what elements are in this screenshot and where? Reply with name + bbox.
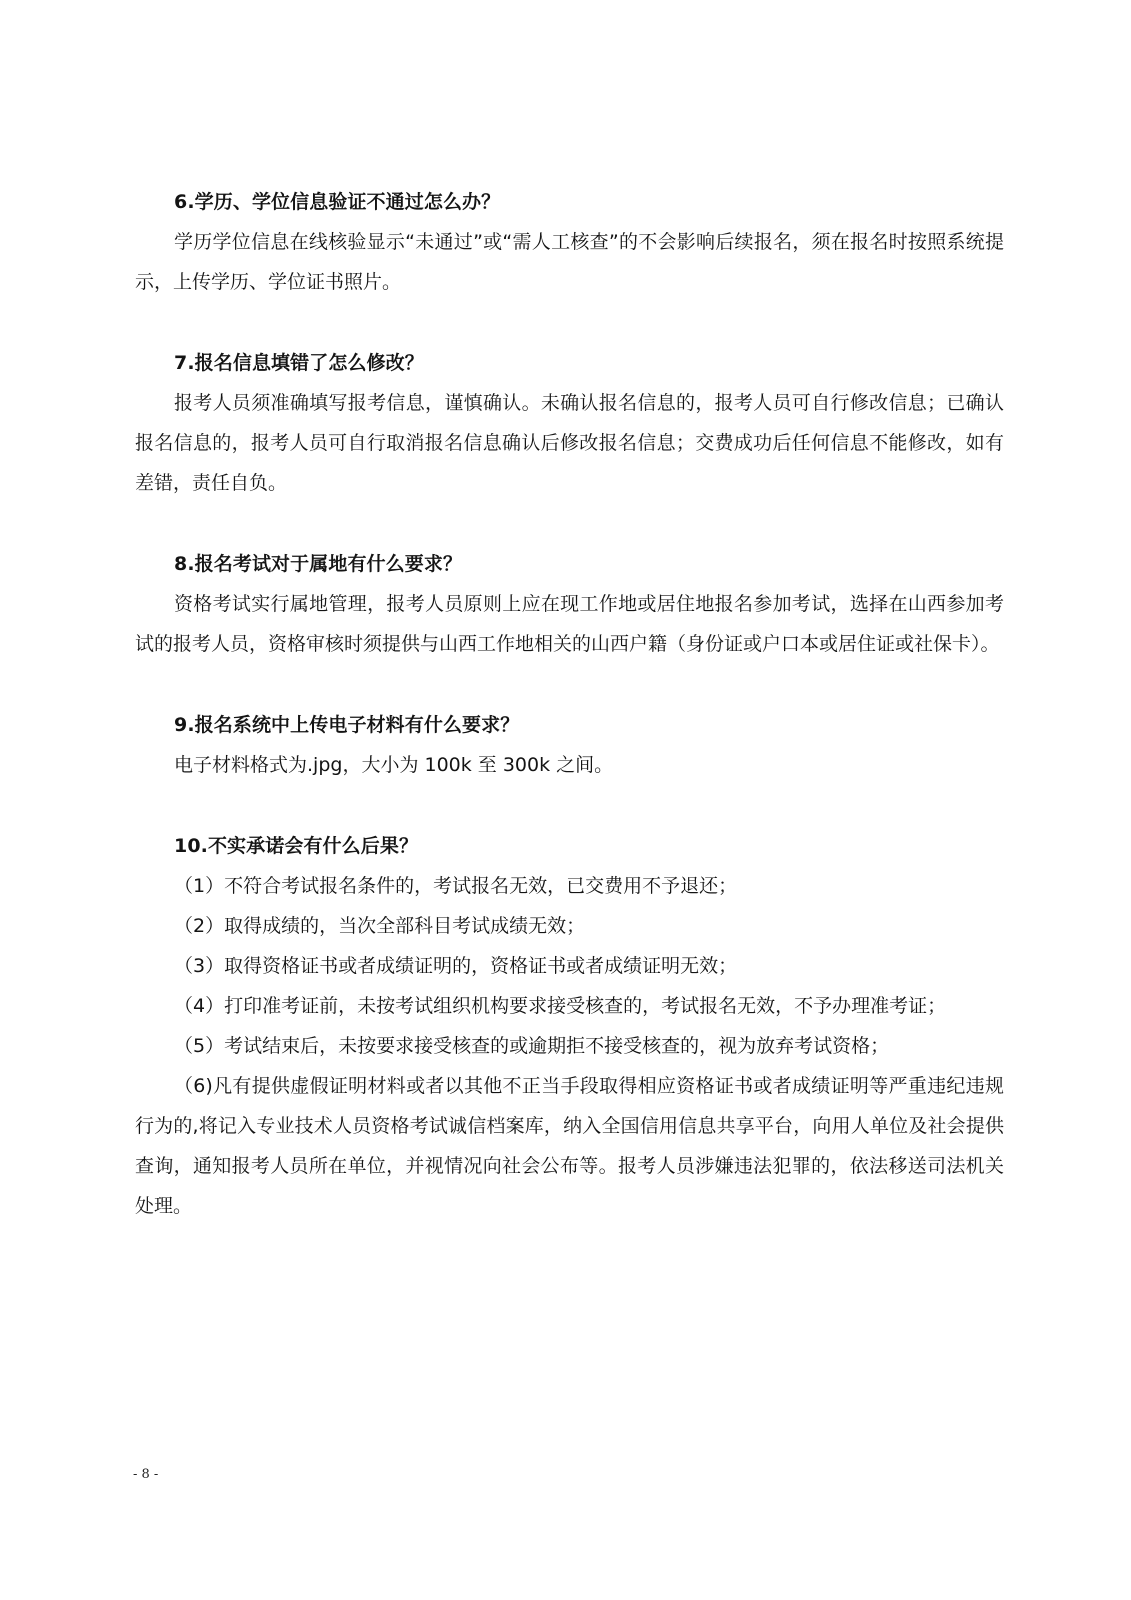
answer-paragraph: 报考人员须准确填写报考信息，谨慎确认。未确认报名信息的，报考人员可自行修改信息；已确认报名信息的，报考人员可自行取消报名信息确认后修改报名信息；交费成功后任何信息不能修改，如有差错，责任自负。 [135, 392, 1004, 494]
faq-section-6 [135, 182, 1004, 302]
consequence-item: （3）取得资格证书或者成绩证明的，资格证书或者成绩证明无效； [174, 955, 738, 977]
faq-section-7 [135, 343, 1004, 503]
question-title: 9.报名系统中上传电子材料有什么要求？ [174, 714, 520, 736]
page-content [135, 182, 1004, 1267]
question-title: 7.报名信息填错了怎么修改？ [174, 352, 424, 374]
consequence-item: （4）打印准考证前，未按考试组织机构要求接受核查的，考试报名无效，不予办理准考证； [174, 995, 947, 1017]
answer-paragraph: 电子材料格式为.jpg，大小为 100k 至 300k 之间。 [174, 754, 614, 776]
faq-section-8 [135, 544, 1004, 664]
question-title: 6.学历、学位信息验证不通过怎么办？ [174, 191, 501, 213]
consequence-item: （1）不符合考试报名条件的，考试报名无效，已交费用不予退还； [174, 875, 738, 897]
question-title: 8.报名考试对于属地有什么要求？ [174, 553, 463, 575]
consequence-paragraph: （6)凡有提供虚假证明材料或者以其他不正当手段取得相应资格证书或者成绩证明等严重违纪违规行为的,将记入专业技术人员资格考试诚信档案库，纳入全国信用信息共享平台，向用人单位及社会提供查询，通知报考人员所在单位，并视情况向社会公布等。报考人员涉嫌违法犯罪的，依法移送司法机关处理。 [135, 1075, 1004, 1217]
faq-section-10 [135, 826, 1004, 1226]
consequence-item: （2）取得成绩的，当次全部科目考试成绩无效； [174, 915, 586, 937]
page-number: - 8 - [133, 1467, 159, 1482]
answer-paragraph: 学历学位信息在线核验显示“未通过”或“需人工核查”的不会影响后续报名，须在报名时按照系统提示，上传学历、学位证书照片。 [135, 231, 1004, 293]
faq-section-9 [135, 705, 1004, 785]
answer-paragraph: 资格考试实行属地管理，报考人员原则上应在现工作地或居住地报名参加考试，选择在山西参加考试的报考人员，资格审核时须提供与山西工作地相关的山西户籍（身份证或户口本或居住证或社保卡）。 [135, 593, 1004, 655]
consequence-item: （5）考试结束后，未按要求接受核查的或逾期拒不接受核查的，视为放弃考试资格； [174, 1035, 890, 1057]
question-title: 10.不实承诺会有什么后果？ [174, 835, 419, 857]
